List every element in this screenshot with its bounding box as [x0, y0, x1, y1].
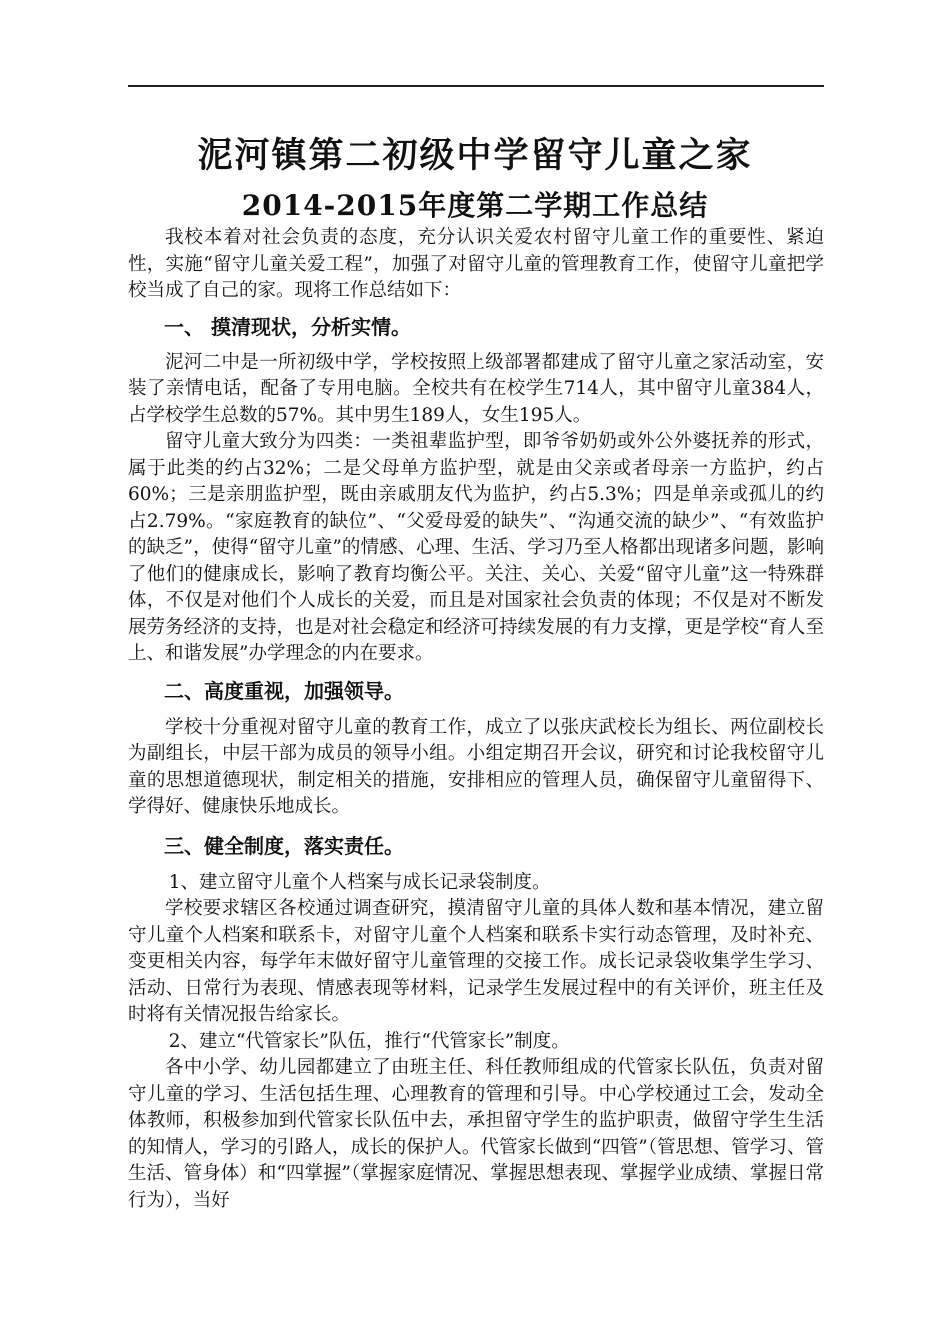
- document-body: [128, 225, 824, 1214]
- top-rule: [128, 85, 824, 87]
- section-3-paragraph-1: 学校要求辖区各校通过调查研究，摸清留守儿童的具体人数和基本情况，建立留守儿童个人档案和联系卡，对留守儿童个人档案和联系卡实行动态管理，及时补充、变更相关内容，每学年末做好留守儿童管理的交接工作。成长记录袋收集学生学习、活动、日常行为表现、情感表现等材料，记录学生发展过程中的有关评价，班主任及时将有关情况报告给家长。: [128, 898, 824, 1025]
- intro-paragraph: 我校本着对社会负责的态度，充分认识关爱农村留守儿童工作的重要性、紧迫性，实施“留守儿童关爱工程”，加强了对留守儿童的管理教育工作，使留守儿童把学校当成了自己的家。现将工作总结如下：: [128, 227, 824, 301]
- section-3-heading: 三、健全制度，落实责任。: [164, 833, 404, 858]
- document-title: 泥河镇第二初级中学留守儿童之家: [197, 135, 753, 176]
- section-3-subheading-1: 1、建立留守儿童个人档案与成长记录袋制度。: [168, 871, 551, 893]
- section-3-paragraph-2: 各中小学、幼儿园都建立了由班主任、科任教师组成的代管家长队伍，负责对留守儿童的学习、生活包括生理、心理教育的管理和引导。中心学校通过工会，发动全体教师，积极参加到代管家长队伍中去，承担留守学生的监护职责，做留守学生生活的知情人，学习的引路人，成长的保护人。代管家长做到“四管”（管思想、管学习、管生活、管身体）和“四掌握”（掌握家庭情况、掌握思想表现、掌握学业成绩、掌握日常行为），当好: [128, 1057, 824, 1211]
- section-1-paragraph-1: 泥河二中是一所初级中学，学校按照上级部署都建成了留守儿童之家活动室，安装了亲情电话，配备了专用电脑。全校共有在校学生714人，其中留守儿童384人，占学校学生总数的57%。其中男生189人，女生195人。: [128, 351, 824, 426]
- section-2-heading: 二、高度重视，加强领导。: [164, 678, 404, 703]
- section-2-paragraph-1: 学校十分重视对留守儿童的教育工作，成立了以张庆武校长为组长、两位副校长为副组长，中层干部为成员的领导小组。小组定期召开会议，研究和讨论我校留守儿童的思想道德现状，制定相关的措施，安排相应的管理人员，确保留守儿童留得下、学得好、健康快乐地成长。: [128, 716, 824, 817]
- document-subtitle: 2014-2015年度第二学期工作总结: [241, 189, 709, 222]
- section-3-subheading-2: 2、建立“代管家长”队伍，推行“代管家长”制度。: [168, 1030, 570, 1052]
- section-1-heading: 一、 摸清现状，分析实情。: [164, 314, 411, 339]
- section-1-paragraph-2: 留守儿童大致分为四类：一类祖辈监护型，即爷爷奶奶或外公外婆抚养的形式，属于此类的约占32%；二是父母单方监护型，就是由父亲或者母亲一方监护，约占60%；三是亲朋监护型，既由亲戚朋友代为监护，约占5.3%；四是单亲或孤儿的约占2.79%。“家庭教育的缺位”、“父爱母爱的缺失”、“沟通交流的缺少”、“有效监护的缺乏”，使得“留守儿童”的情感、心理、生活、学习乃至人格都出现诸多问题，影响了他们的健康成长，影响了教育均衡公平。关注、关心、关爱“留守儿童”这一特殊群体，不仅是对他们个人成长的关爱，而且是对国家社会负责的体现；不仅是对不断发展劳务经济的支持，也是对社会稳定和经济可持续发展的有力支撑，更是学校“育人至上、和谐发展”办学理念的内在要求。: [128, 431, 824, 664]
